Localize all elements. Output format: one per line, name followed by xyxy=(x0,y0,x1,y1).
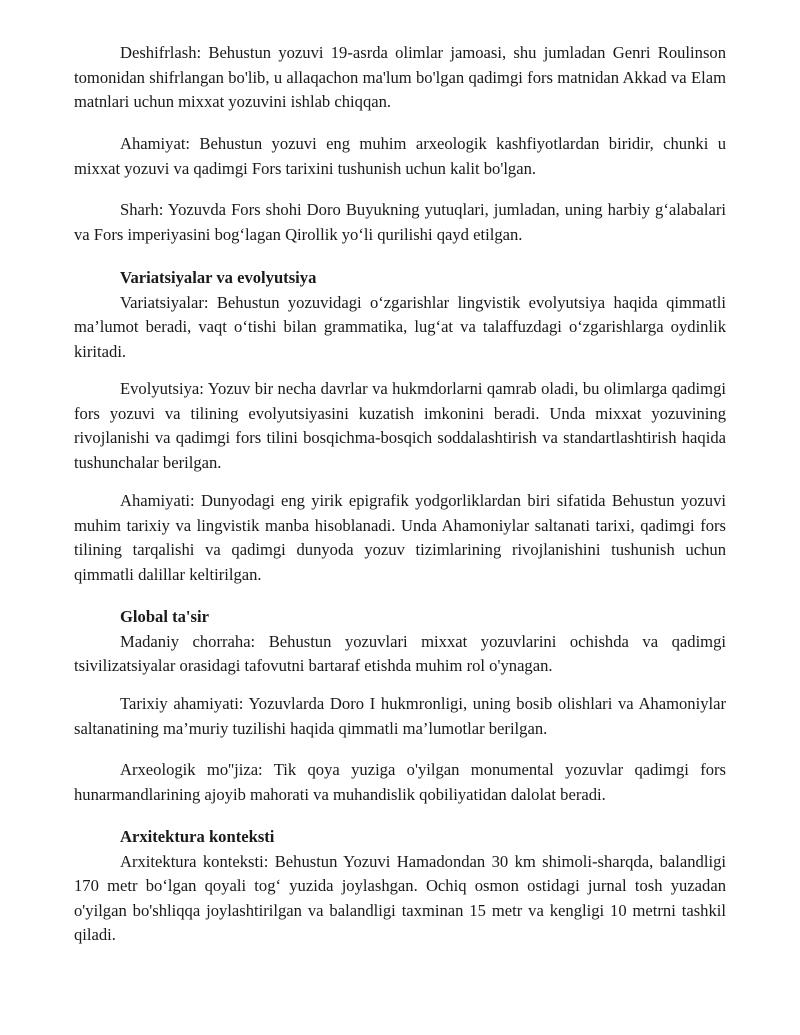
intro-paragraph-3 xyxy=(74,198,726,247)
paragraph-text: Sharh: Yozuvda Fors shohi Doro Buyukning yutuqlari, jumladan, uning harbiy g‘alabalari va Fors imperiyasini bog‘lagan Qirollik yo‘li qurilishi qayd etilgan. xyxy=(74,200,726,244)
paragraph-text: Madaniy chorraha: Behustun yozuvlari mixxat yozuvlarini ochishda va qadimgi tsivilizatsiyalar orasidagi tafovutni bartaraf etishda muhim rol o'ynagan. xyxy=(74,631,726,675)
section-heading: Global ta'sir xyxy=(120,607,209,626)
paragraph-text: Evolyutsiya: Yozuv bir necha davrlar va hukmdorlarni qamrab oladi, bu olimlarga qadimgi fors yozuvi va tilining evolyutsiyasini kuzatish imkonini beradi. Unda mixxat yozuvining rivojlanishi va qadimgi fors tilini bosqichma-bosqich soddalashtirish va standartlashtirish haqida tushunchalar berilgan. xyxy=(74,379,726,472)
paragraph-text: Arxeologik mo''jiza: Tik qoya yuziga o'yilgan monumental yozuvlar qadimgi fors hunarmandlarining ajoyib mahorati va muhandislik qobiliyatidan dalolat beradi. xyxy=(74,760,726,804)
paragraph-text: Ahamiyat: Behustun yozuvi eng muhim arxeologik kashfiyotlardan biridir, chunki u mixxat yozuvi va qadimgi Fors tarixini tushunish uchun kalit bo'lgan. xyxy=(74,134,726,178)
paragraph-text: Ahamiyati: Dunyodagi eng yirik epigrafik yodgorliklardan biri sifatida Behustun yozuvi muhim tarixiy va lingvistik manba hisoblanadi. Unda Ahamoniylar saltanati tarixi, qadimgi fors tilining tarqalishi va qadimgi dunyoda yozuv tizimlarining rivojlanishini tushunish uchun qimmatli dalillar keltirilgan. xyxy=(74,491,726,584)
section-architecture xyxy=(74,825,726,948)
section-heading: Arxitektura konteksti xyxy=(120,827,275,846)
paragraph-text: Arxitektura konteksti: Behustun Yozuvi Hamadondan 30 km shimoli-sharqda, balandligi 170 metr bo‘lgan qoyali tog‘ yuzida joylashgan. Ochiq osmon ostidagi jurnal tosh yuzadan o'yilgan bo'shliqqa joylashtirilgan va balandligi taxminan 15 metr va kengligi 10 metrni tashkil qiladi. xyxy=(74,851,726,944)
section-heading: Variatsiyalar va evolyutsiya xyxy=(120,268,317,287)
paragraph-text: Deshifrlash: Behustun yozuvi 19-asrda olimlar jamoasi, shu jumladan Genri Roulinson tomonidan shifrlangan bo'lib, u allaqachon ma'lum bo'lgan qadimgi fors matnidan Akkad va Elam matnlari uchun mixxat yozuvini ishlab chiqqan. xyxy=(74,43,726,111)
global-paragraph-3 xyxy=(74,758,726,807)
paragraph-text: Tarixiy ahamiyati: Yozuvlarda Doro I hukmronligi, uning bosib olishlari va Ahamoniylar saltanatining ma’muriy tuzilishi haqida qimmatli ma’lumotlar berilgan. xyxy=(74,694,726,738)
section-global xyxy=(74,605,726,679)
global-paragraph-2 xyxy=(74,692,726,741)
paragraph-text: Variatsiyalar: Behustun yozuvidagi o‘zgarishlar lingvistik evolyutsiya haqida qimmatli ma’lumot beradi, vaqt o‘tishi bilan grammatika, lug‘at va talaffuzdagi o‘zgarishlarga oydinlik kiritadi. xyxy=(74,292,726,361)
variations-paragraph-3 xyxy=(74,489,726,587)
intro-paragraph-2 xyxy=(74,132,726,181)
variations-paragraph-2 xyxy=(74,377,726,475)
intro-paragraph-1 xyxy=(74,41,726,115)
section-variations xyxy=(74,266,726,364)
